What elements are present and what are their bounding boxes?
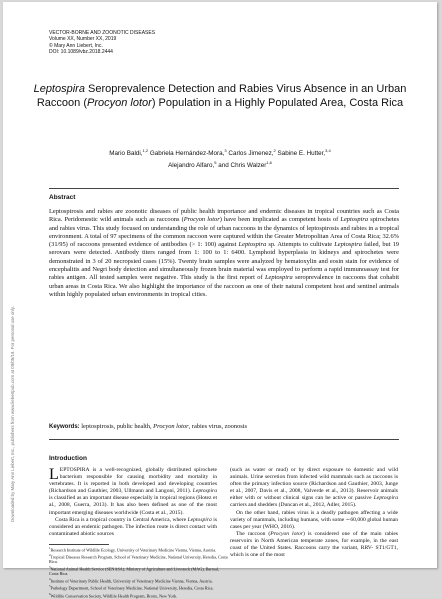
abstract-body: Leptospirosis and rabies are zoonotic diseases of public health importance and endemic diseases in tropical countries such as Costa Rica. Peridomestic wild animals such as raccoons (Procyon lotor) have been implicated as competent hosts of Leptospira spirochetes and rabies virus. This study focused on understanding the role of urban raccoons in the dynamics of leptospirosis and rabies in a tropical environment. A total of 97 specimens of the common raccoon were captured within the Greater Metropolitan Area of Costa Rica; 32.6% (31/95) of raccoons presented evidence of antibodies (> 1: 100) against Leptospira sp. Attempts to cultivate Leptospira failed, but 19 serovars were detected. Antibody titers ranged from 1: 100 to 1: 6400. Lymphoid hyperplasia in kidneys and spirochetes were demonstrated in 3 of 20 necropsied cases (15%). Twenty brain samples were analyzed by hematoxylin and eosin stain for evidence of encephalitis and Negri body detection and simultaneously frozen brain material was employed to perform a rapid immunoassay test for rabies antigen. All tested samples were negative. This study is the first report of Leptospira seroprevalence in raccoons that cohabit urban areas in Costa Rica. We also highlight the importance of the raccoon as one of their natural competent host and sentinel animals within highly populated urban environments in tropical cities.	[49, 208, 400, 298]
footnote-rule	[49, 544, 109, 545]
journal-doi[interactable]: DOI: 10.1089/vbz.2018.2444	[49, 48, 113, 55]
affiliation-footnotes	[49, 546, 229, 599]
footnote: $^4$Institute of Veterinary Public Health, University of Veterinary Medicine Vienna, Vienna, Austria.	[49, 577, 213, 584]
title-text-end: ) Population in a Highly Populated Area, Costa Rica	[151, 97, 404, 109]
footnote: $^5$Pathology Department, School of Veterinary Medicine, National University, Heredia, Costa Rica.	[49, 584, 214, 591]
abstract-heading: Abstract	[49, 194, 76, 201]
title-species: Procyon lotor	[87, 97, 152, 109]
article-title	[33, 82, 407, 110]
article-page	[3, 2, 437, 598]
journal-name: VECTOR-BORNE AND ZOONOTIC DISEASES	[49, 30, 156, 36]
footnote: $^3$National Animal Health Service (SENASA), Ministry of Agriculture and Livestock (MAG), Barreal, Costa Rica.	[49, 565, 220, 577]
intro-column-left: LEPTOSPIRA is a well-recognized, globally distributed spirochete bacterium responsible for causing morbidity and mortality in vertebrates. It is reported in both developed and developing countries (Richardson and Gauthier, 2003, Ullmann and Langoni, 2011). Leptospira is classified as an important disease especially in tropical regions (Hotez et al., 2008, Guerra, 2013). It has also been defined as one of the most important emerging diseases worldwide (Costa et al., 2015). Costa Rica is a tropical country in Central America, where Leptospira is considered an endemic pathogen. The infection route is direct contact with contaminated abiotic sources	[49, 466, 217, 537]
download-watermark: Downloaded by Mary Ann Liebert, Inc., publishers from www.liebertpub.com at 09/05/19. For personal use only.	[10, 306, 15, 522]
intro-column-right: (such as water or mud) or by direct exposure to domestic and wild animals. Urine secretion from infected wild mammals such as raccoons is often the primary infection source (Richardson and Gauthier, 2003, Junge et al., 2007, Davis et al., 2008, Valverde et al., 2013). Reservoir animals either with or without clinical signs can be active or passive Leptospira carriers and shedders (Duncan et al., 2012, Adler, 2015). On the other hand, rabies virus is a deadly pathogen affecting a wide variety of mammals, including humans, with some ∼60,000 global human cases per year (WHO, 2016). The raccoon (Procyon lotor) is considered one of the main rabies reservoirs in North American temperate zones, for example, in the east coast of the United States. Raccoons carry the variant, RRV- ST1/GT1, which is one of the most	[230, 467, 398, 559]
keywords: Keywords: leptospirosis, public health, Procyon lotor, rabies virus, zoonosis	[49, 423, 248, 430]
introduction-heading: Introduction	[49, 455, 87, 462]
author[interactable]: Carlos Jimenez,$^2$	[228, 148, 276, 158]
journal-volume: Volume XX, Number XX, 2019	[49, 36, 117, 43]
footnote: $^1$Research Institute of Wildlife Ecology, University of Veterinary Medicine Vienna, Vienna, Austria.	[49, 546, 217, 553]
journal-copyright: © Mary Ann Liebert, Inc.	[49, 42, 103, 49]
author[interactable]: Gabriela Hernández-Mora,$^3$	[149, 148, 227, 158]
abstract-bottom-rule	[49, 439, 399, 440]
title-genus: Leptospira	[33, 83, 85, 95]
title-text: Seroprevalence Detection and Rabies Virus Absence in an Urban Raccoon (	[36, 83, 407, 109]
footnote: $^6$Wildlife Conservation Society, Wildlife Health Program, Bronx, New York.	[49, 591, 178, 598]
abstract-top-rule	[49, 188, 399, 189]
keywords-label: Keywords:	[49, 424, 80, 430]
author[interactable]: Alejandro Alfaro,$^5$	[168, 160, 217, 170]
author[interactable]: Sabine E. Hutter,$^{3,4}$	[277, 148, 331, 158]
footnote: $^2$Tropical Diseases Research Program, School of Veterinary Medicine, National University, Heredia, Costa Rica.	[49, 553, 228, 565]
author[interactable]: Mario Baldi,$^{1,2}$	[109, 148, 149, 158]
drop-cap: L	[49, 466, 59, 483]
author-list	[63, 146, 377, 170]
author[interactable]: and Chris Walzer$^{1,6}$	[218, 160, 272, 170]
journal-header	[49, 30, 155, 55]
